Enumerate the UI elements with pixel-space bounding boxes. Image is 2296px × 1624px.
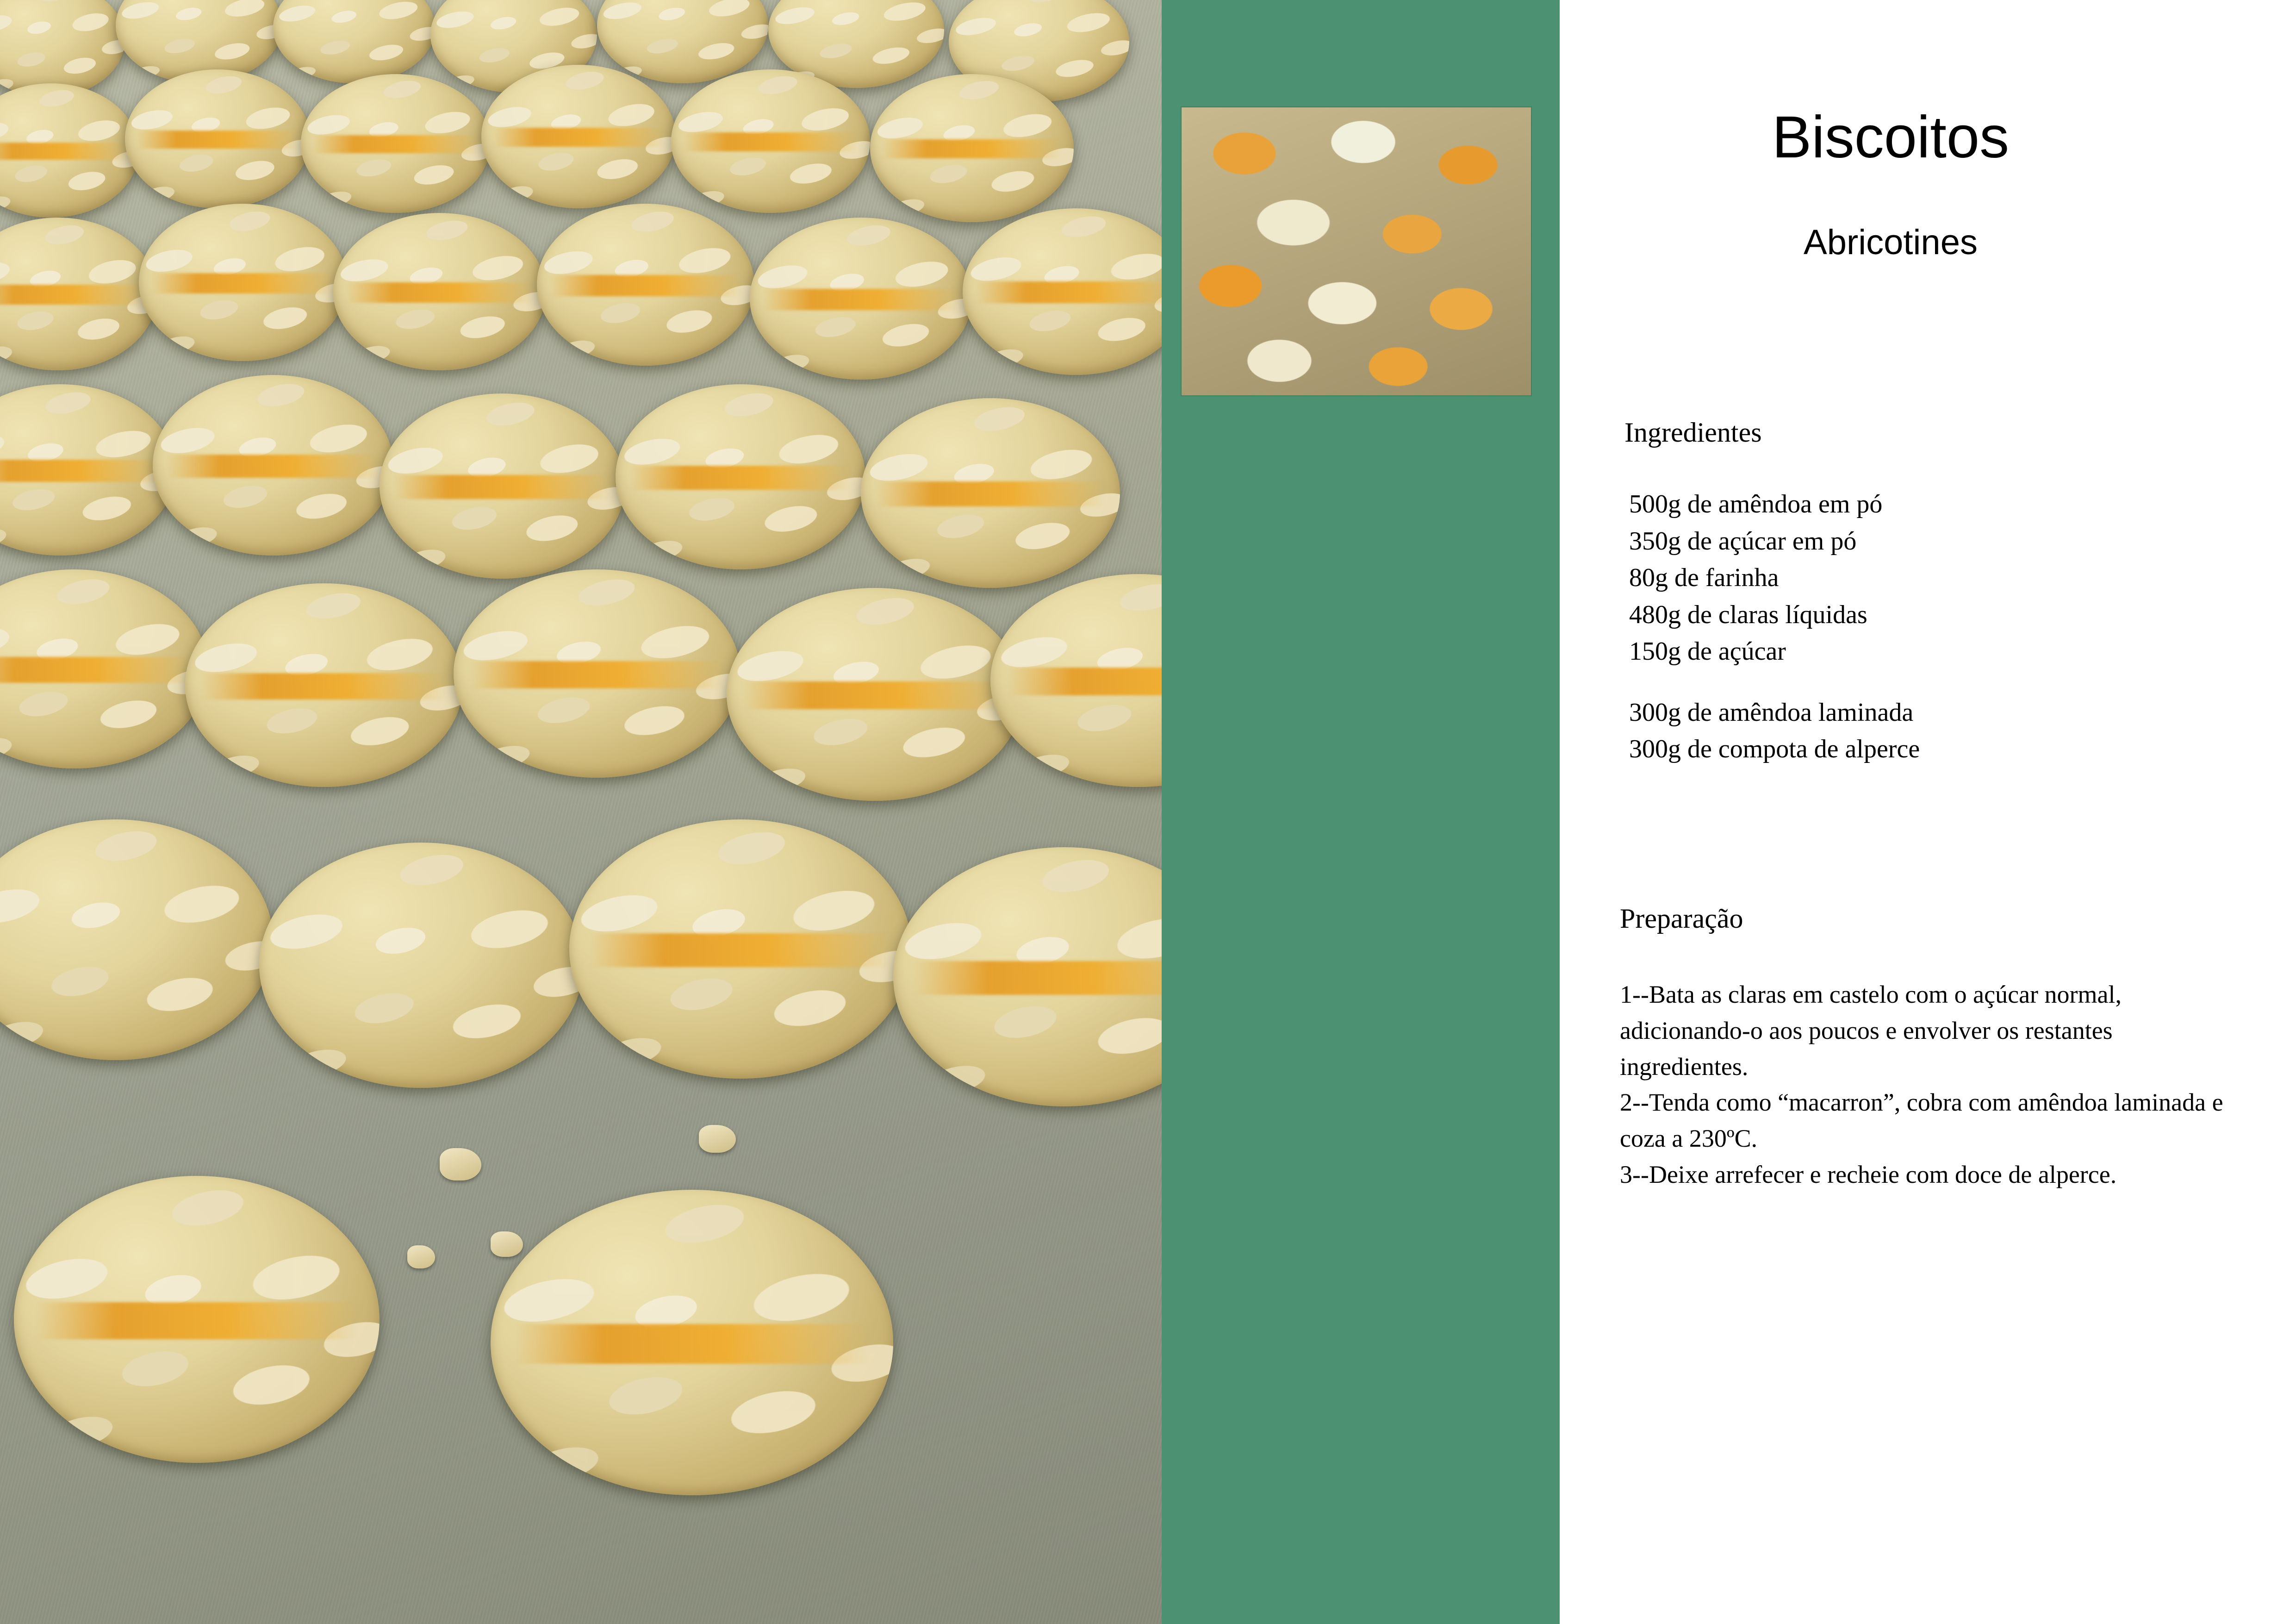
cookie [963, 208, 1162, 375]
cookie [380, 394, 625, 579]
cookie [259, 843, 583, 1088]
cookie [0, 819, 273, 1060]
ingredients-heading: Ingredientes [1624, 417, 1762, 448]
crumb [699, 1125, 736, 1153]
cookie [333, 213, 546, 370]
cookie [153, 375, 393, 556]
cookie [0, 218, 157, 370]
cookie [481, 65, 676, 208]
crumb [407, 1245, 435, 1268]
cookie [139, 204, 347, 361]
recipe-text-column [1560, 0, 2296, 1624]
cookie [671, 69, 870, 213]
cookie [861, 398, 1120, 588]
ingredient-item: 80g de farinha [1629, 563, 1779, 593]
cookie [750, 218, 972, 380]
thumbnail-photo [1182, 107, 1531, 395]
ingredient-item: 500g de amêndoa em pó [1629, 490, 1883, 518]
cookie [125, 69, 310, 208]
cookie [990, 574, 1162, 787]
preparation-steps [1620, 977, 2231, 1193]
cookie [185, 583, 463, 787]
cookie [0, 83, 139, 218]
cookie [0, 0, 125, 97]
cookie [727, 588, 1023, 801]
cookie [0, 569, 208, 768]
cookie [569, 819, 912, 1079]
cookie [301, 74, 491, 213]
ingredient-item: 300g de compota de alperce [1629, 735, 1920, 764]
preparation-heading: Preparação [1620, 903, 1743, 934]
cookie [0, 384, 176, 556]
preparation-step: 1--Bata as claras em castelo com o açúcar normal, adicionando-o aos poucos e envolver os restantes ingredientes. [1620, 981, 2122, 1081]
cookie [616, 384, 865, 569]
cookie [537, 204, 754, 366]
ingredient-item: 480g de claras líquidas [1629, 600, 1867, 629]
cookie [14, 1176, 380, 1463]
page-title: Biscoitos [1772, 104, 2010, 170]
ingredients-list [1629, 486, 2231, 768]
ingredient-item: 150g de açúcar [1629, 637, 1786, 666]
preparation-step: 3--Deixe arrefecer e recheie com doce de alperce. [1620, 1160, 2117, 1188]
ingredient-item: 350g de açúcar em pó [1629, 526, 1857, 556]
cookie [893, 847, 1162, 1106]
crumb [440, 1148, 481, 1181]
list-spacer [1629, 670, 2231, 694]
cookie [454, 569, 740, 778]
cookie [870, 74, 1074, 222]
page-subtitle: Abricotines [1804, 223, 1978, 262]
crumb [491, 1231, 523, 1257]
preparation-step: 2--Tenda como “macarron”, cobra com amêndoa laminada e coza a 230ºC. [1620, 1088, 2223, 1152]
ingredient-item: 300g de amêndoa laminada [1629, 698, 1914, 727]
cookie [491, 1190, 893, 1495]
